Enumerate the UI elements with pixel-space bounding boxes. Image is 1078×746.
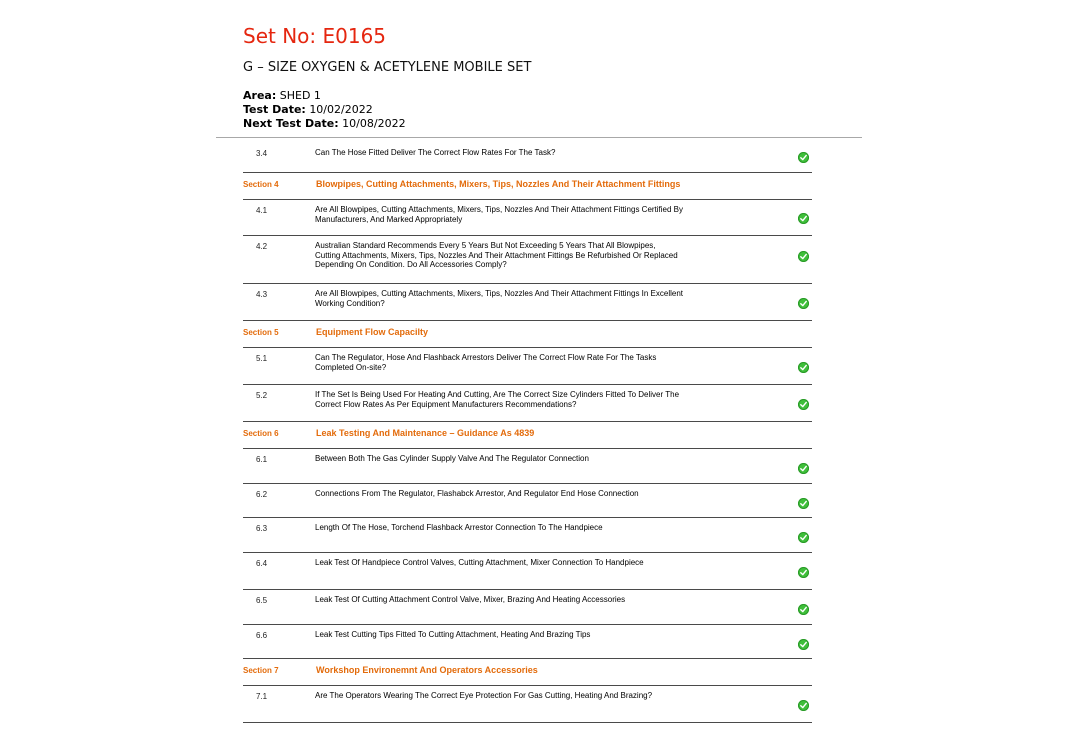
item-number: 6.4: [256, 559, 268, 568]
item-question: Australian Standard Recommends Every 5 Years But Not Exceeding 5 Years That All Blowpipes, Cutting Attachments, Mixers, Tips, Nozzles And Their Attachment Fittings Be Refurbished Or Replaced Depending On Condition. Do All Accessories Comply?: [315, 241, 678, 269]
check-icon: [798, 251, 809, 262]
section-number: Section 4: [243, 180, 279, 189]
item-question: Can The Regulator, Hose And Flashback Arrestors Deliver The Correct Flow Rate For The Tasks Completed On-site?: [315, 353, 657, 372]
check-icon: [798, 700, 809, 711]
item-question: Can The Hose Fitted Deliver The Correct Flow Rates For The Task?: [315, 148, 556, 157]
item-number: 7.1: [256, 692, 268, 701]
test-date-line: [243, 103, 373, 116]
checklist-item-row: [243, 552, 812, 590]
checklist-item-row: [243, 589, 812, 625]
check-icon: [798, 498, 809, 509]
header-divider: [216, 137, 862, 138]
item-question: Are The Operators Wearing The Correct Eye Protection For Gas Cutting, Heating And Brazing?: [315, 691, 653, 700]
section-header-row: [243, 172, 812, 200]
item-number: 6.2: [256, 490, 268, 499]
item-question: Leak Test Of Handpiece Control Valves, Cutting Attachment, Mixer Connection To Handpiece: [315, 558, 644, 567]
item-number: 6.5: [256, 596, 268, 605]
area-value: SHED 1: [279, 89, 321, 102]
next-test-date-label: Next Test Date:: [243, 117, 339, 130]
section-title: Equipment Flow Capacilty: [316, 327, 429, 337]
checklist-item-row: [243, 347, 812, 385]
item-question: Length Of The Hose, Torchend Flashback Arrestor Connection To The Handpiece: [315, 523, 603, 532]
section-title: Workshop Environemnt And Operators Accessories: [316, 665, 538, 675]
item-question: Leak Test Cutting Tips Fitted To Cutting Attachment, Heating And Brazing Tips: [315, 630, 591, 639]
checklist-item-row: [243, 235, 812, 284]
check-icon: [798, 362, 809, 373]
item-question: Are All Blowpipes, Cutting Attachments, Mixers, Tips, Nozzles And Their Attachment Fittings Certified By Manufacturers, And Marked Appropriately: [315, 205, 684, 224]
checklist-item-row: [243, 448, 812, 484]
check-icon: [798, 532, 809, 543]
next-test-date-value: 10/08/2022: [342, 117, 406, 130]
section-header-row: [243, 320, 812, 348]
next-test-date-line: [243, 117, 406, 130]
item-number: 4.1: [256, 206, 268, 215]
section-header-row: [243, 658, 812, 686]
checklist-item-row: [243, 283, 812, 321]
check-icon: [798, 463, 809, 474]
item-number: 6.3: [256, 524, 268, 533]
check-icon: [798, 213, 809, 224]
section-title: Blowpipes, Cutting Attachments, Mixers, Tips, Nozzles And Their Attachment Fittings: [316, 179, 681, 189]
checklist-item-row: [243, 483, 812, 518]
checklist-item-row: [243, 142, 812, 173]
item-question: If The Set Is Being Used For Heating And Cutting, Are The Correct Size Cylinders Fitted To Deliver The Correct Flow Rates As Per Equipment Manufacturers Recommendations?: [315, 390, 680, 409]
check-icon: [798, 567, 809, 578]
check-icon: [798, 639, 809, 650]
checklist-item-row: [243, 685, 812, 723]
test-date-value: 10/02/2022: [309, 103, 373, 116]
checklist-item-row: [243, 517, 812, 553]
section-header-row: [243, 421, 812, 449]
area-label: Area:: [243, 89, 277, 102]
item-number: 3.4: [256, 149, 268, 158]
item-number: 4.3: [256, 290, 268, 299]
item-number: 5.2: [256, 391, 268, 400]
area-line: [243, 89, 321, 102]
checklist-item-row: [243, 384, 812, 422]
set-description: G – SIZE OXYGEN & ACETYLENE MOBILE SET: [243, 60, 532, 75]
section-title: Leak Testing And Maintenance – Guidance As 4839: [316, 428, 535, 438]
item-number: 5.1: [256, 354, 268, 363]
check-icon: [798, 604, 809, 615]
item-question: Connections From The Regulator, Flashabck Arrestor, And Regulator End Hose Connection: [315, 489, 639, 498]
checklist-item-row: [243, 624, 812, 659]
set-number-title: Set No: E0165: [243, 24, 387, 48]
test-date-label: Test Date:: [243, 103, 306, 116]
section-number: Section 6: [243, 429, 279, 438]
checklist-item-row: [243, 199, 812, 236]
item-question: Leak Test Of Cutting Attachment Control Valve, Mixer, Brazing And Heating Accessories: [315, 595, 626, 604]
check-icon: [798, 399, 809, 410]
item-question: Are All Blowpipes, Cutting Attachments, Mixers, Tips, Nozzles And Their Attachment Fittings In Excellent Working Condition?: [315, 289, 684, 308]
item-number: 6.6: [256, 631, 268, 640]
item-question: Between Both The Gas Cylinder Supply Valve And The Regulator Connection: [315, 454, 589, 463]
item-number: 6.1: [256, 455, 268, 464]
section-number: Section 7: [243, 666, 279, 675]
section-number: Section 5: [243, 328, 279, 337]
check-icon: [798, 152, 809, 163]
check-icon: [798, 298, 809, 309]
item-number: 4.2: [256, 242, 268, 251]
